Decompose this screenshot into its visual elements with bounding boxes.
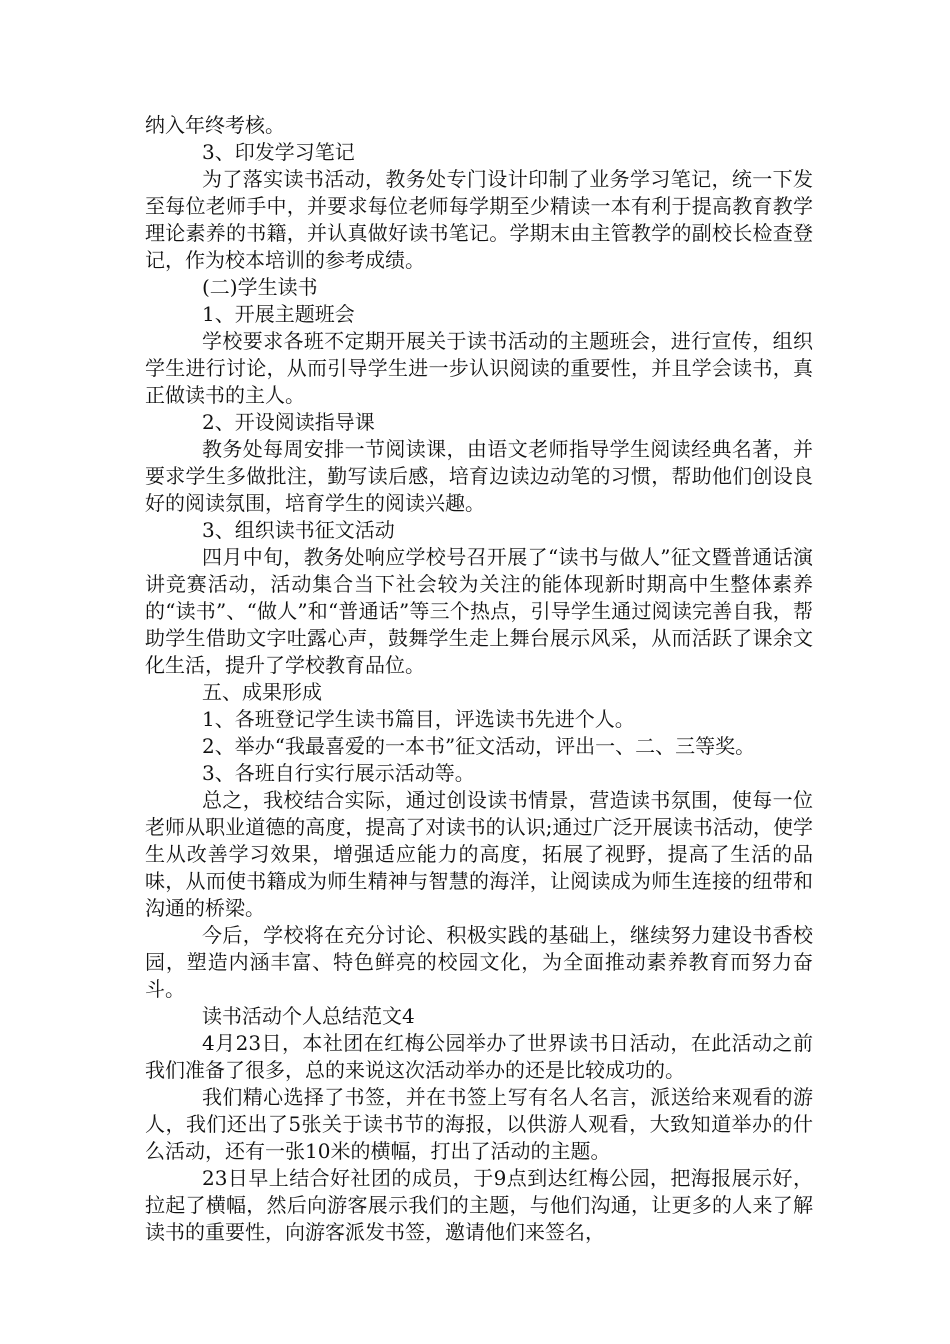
paragraph: 纳入年终考核。 [145, 113, 285, 137]
paragraph: 为了落实读书活动，教务处专门设计印制了业务学习笔记，统一下发至每位老师手中，并要求每位老师每学期至少精读一本有利于提高教育教学理论素养的书籍，并认真做好读书笔记。学期末由主管教学的副校长检查登记，作为校本培训的参考成绩。 [145, 167, 813, 272]
section-heading: 3、印发学习笔记 [202, 140, 355, 164]
section-heading: (二)学生读书 [202, 275, 318, 299]
list-item: 1、各班登记学生读书篇目，评选读书先进个人。 [202, 707, 635, 731]
list-item: 3、各班自行实行展示活动等。 [202, 761, 475, 785]
paragraph: 总之，我校结合实际，通过创设读书情景，营造读书氛围，使每一位老师从职业道德的高度，提高了对读书的认识;通过广泛开展读书活动，使学生从改善学习效果，增强适应能力的高度，拓展了视野，提高了生活的品味，从而使书籍成为师生精神与智慧的海洋，让阅读成为师生连接的纽带和沟通的桥梁。 [145, 788, 813, 920]
paragraph: 四月中旬，教务处响应学校号召开展了“读书与做人”征文暨普通话演讲竞赛活动，活动集合当下社会较为关注的能体现新时期高中生整体素养的“读书”、“做人”和“普通话”等三个热点，引导学生通过阅读完善自我，帮助学生借助文字吐露心声，鼓舞学生走上舞台展示风采，从而活跃了课余文化生活，提升了学校教育品位。 [145, 545, 813, 677]
paragraph: 今后，学校将在充分讨论、积极实践的基础上，继续努力建设书香校园，塑造内涵丰富、特色鲜亮的校园文化，为全面推动素养教育而努力奋斗。 [145, 923, 813, 1001]
document-body [145, 112, 813, 1246]
section-heading: 五、成果形成 [202, 680, 322, 704]
section-heading: 2、开设阅读指导课 [202, 410, 375, 434]
paragraph: 23日早上结合好社团的成员，于9点到达红梅公园，把海报展示好，拉起了横幅，然后向游客展示我们的主题，与他们沟通，让更多的人来了解读书的重要性，向游客派发书签，邀请他们来签名， [145, 1166, 813, 1244]
paragraph: 我们精心选择了书签，并在书签上写有名人名言，派送给来观看的游人，我们还出了5张关于读书节的海报，以供游人观看，大致知道举办的什么活动，还有一张10米的横幅，打出了活动的主题。 [145, 1085, 813, 1163]
section-heading: 3、组织读书征文活动 [202, 518, 395, 542]
section-heading: 1、开展主题班会 [202, 302, 355, 326]
list-item: 2、举办“我最喜爱的一本书”征文活动，评出一、二、三等奖。 [202, 734, 756, 758]
section-heading: 读书活动个人总结范文4 [202, 1004, 415, 1028]
paragraph: 4月23日，本社团在红梅公园举办了世界读书日活动，在此活动之前我们准备了很多，总的来说这次活动举办的还是比较成功的。 [145, 1031, 813, 1082]
paragraph: 教务处每周安排一节阅读课，由语文老师指导学生阅读经典名著，并要求学生多做批注，勤写读后感，培育边读边动笔的习惯，帮助他们创设良好的阅读氛围，培育学生的阅读兴趣。 [145, 437, 813, 515]
paragraph: 学校要求各班不定期开展关于读书活动的主题班会，进行宣传，组织学生进行讨论，从而引导学生进一步认识阅读的重要性，并且学会读书，真正做读书的主人。 [145, 329, 813, 407]
